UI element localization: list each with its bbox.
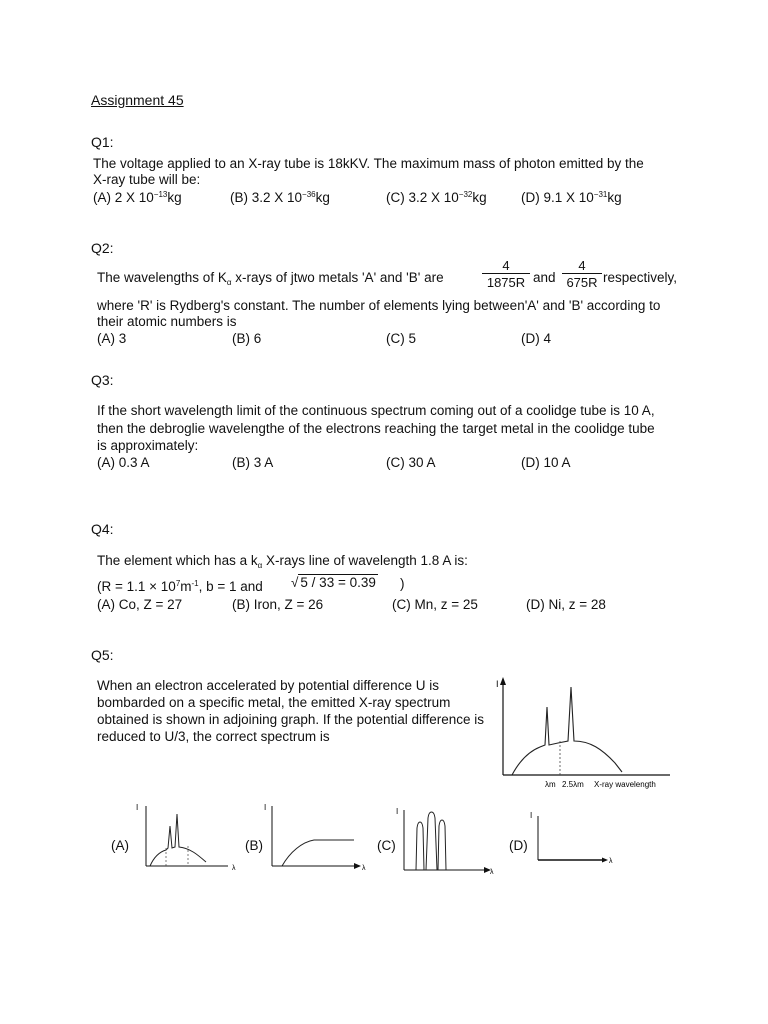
option-d-x-arrow-icon	[602, 858, 608, 863]
main-graph-x-tick-1: λm	[545, 780, 556, 789]
q5-option-d-graph[interactable]	[528, 808, 628, 873]
q1-option-b[interactable]: (B) 3.2 X $10^{-36}kg$	[230, 190, 330, 205]
option-a-x-label: λ	[232, 865, 236, 872]
q5-option-c-label[interactable]: (C)	[377, 838, 396, 853]
option-c-x-label: λ	[490, 869, 494, 875]
q2-text-line1: The wavelengths of $K_\alpha$ x-rays of jtwo metals 'A' and 'B' are	[97, 270, 444, 287]
main-graph-spectrum-curve	[512, 687, 622, 775]
q2-option-b[interactable]: (B) 6	[232, 331, 262, 346]
q5-option-b-label[interactable]: (B)	[245, 838, 263, 853]
q2-respectively-text: respectively,	[603, 270, 678, 285]
main-graph-y-label: I	[496, 679, 499, 689]
q4-text-line1: The element which has a $k_\alpha$ X-rays line of wavelength 1.8 A is:	[97, 553, 468, 570]
option-a-spectrum-curve	[150, 814, 206, 866]
q1-label: Q1:	[91, 134, 114, 150]
sqrt-sign-icon: √	[291, 575, 299, 590]
q2-option-d[interactable]: (D) 4	[521, 331, 551, 346]
option-b-x-label: λ	[362, 865, 366, 872]
option-b-x-arrow-icon	[354, 863, 361, 869]
q4-option-a[interactable]: (A) Co, Z = 27	[97, 597, 183, 612]
q4-option-d[interactable]: (D) Ni, z = 28	[526, 597, 606, 612]
q2-label: Q2:	[91, 240, 114, 256]
q2-text-line2: where 'R' is Rydberg's constant. The number of elements lying between'A' and 'B' according to	[97, 298, 661, 313]
option-c-peak-2	[426, 812, 437, 870]
q4-sqrt-expression: √ 5 / 33 = 0.39	[291, 575, 376, 590]
q2-and-text: and	[533, 270, 556, 285]
q4-label: Q4:	[91, 521, 114, 537]
q5-option-d-label[interactable]: (D)	[509, 838, 528, 853]
q5-option-b-graph[interactable]	[262, 800, 377, 875]
q1-option-d[interactable]: (D) 9.1 X $10^{-31}kg$	[521, 190, 622, 205]
option-b-spectrum-curve	[282, 840, 354, 866]
q2-option-a[interactable]: (A) 3	[97, 331, 127, 346]
page-title: Assignment 45	[91, 92, 184, 108]
q2-fraction-a: $\frac{4}{1875R}$	[482, 258, 530, 290]
q2-option-c[interactable]: (C) 5	[386, 331, 416, 346]
option-c-y-label: I	[396, 807, 399, 816]
q5-text-line3: obtained is shown in adjoining graph. If the potential difference is	[97, 712, 485, 727]
q5-text-line2: bombarded on a specific metal, the emitted X-ray spectrum	[97, 695, 451, 710]
q2-fraction-b: $\frac{4}{675R}$	[562, 258, 602, 290]
q5-option-a-label[interactable]: (A)	[111, 838, 129, 853]
q5-text-line4: reduced to U/3, the correct spectrum is	[97, 729, 330, 744]
main-graph-x-tick-2: 2.5λm	[562, 780, 584, 789]
q5-main-spectrum-graph	[490, 675, 690, 795]
q1-option-a[interactable]: (A) 2 X $10^{-13}kg$	[93, 190, 182, 205]
option-d-y-label: I	[530, 811, 533, 820]
q5-label: Q5:	[91, 647, 114, 663]
q2-text-line3: their atomic numbers is	[97, 314, 237, 329]
q5-option-c-graph[interactable]	[394, 800, 504, 875]
q4-text-line2: ($R = 1.1 \times 10^7m^{-1}$, b = 1 and	[97, 579, 263, 594]
q3-option-a[interactable]: (A) 0.3 A	[97, 455, 150, 470]
q3-option-d[interactable]: (D) 10 A	[521, 455, 571, 470]
q3-text-line1: If the short wavelength limit of the continuous spectrum coming out of a coolidge tube is 10 A,	[97, 403, 655, 418]
option-b-y-label: I	[264, 803, 267, 812]
q4-close-paren: )	[400, 576, 405, 591]
q3-text-line2: then the debroglie wavelengthe of the electrons reaching the target metal in the coolidge tube	[97, 421, 655, 436]
q3-option-b[interactable]: (B) 3 A	[232, 455, 274, 470]
q3-option-c[interactable]: (C) 30 A	[386, 455, 436, 470]
q3-label: Q3:	[91, 372, 114, 388]
q1-text-line1: The voltage applied to an X-ray tube is 18kKV. The maximum mass of photon emitted by the	[93, 156, 644, 171]
q5-text-line1: When an electron accelerated by potential difference U is	[97, 678, 439, 693]
q1-option-c[interactable]: (C) 3.2 X $10^{-32}kg$	[386, 190, 487, 205]
main-graph-x-label: X-ray wavelength	[594, 780, 656, 789]
option-c-peak-1	[416, 822, 424, 870]
option-a-y-label: I	[136, 803, 139, 812]
option-c-peak-3	[438, 820, 446, 870]
q3-text-line3: is approximately:	[97, 438, 199, 453]
option-d-x-label: λ	[609, 858, 613, 865]
q5-option-a-graph[interactable]	[134, 800, 244, 875]
q4-option-b[interactable]: (B) Iron, Z = 26	[232, 597, 324, 612]
q1-text-line2: X-ray tube will be:	[93, 172, 201, 187]
q4-option-c[interactable]: (C) Mn, z = 25	[392, 597, 478, 612]
